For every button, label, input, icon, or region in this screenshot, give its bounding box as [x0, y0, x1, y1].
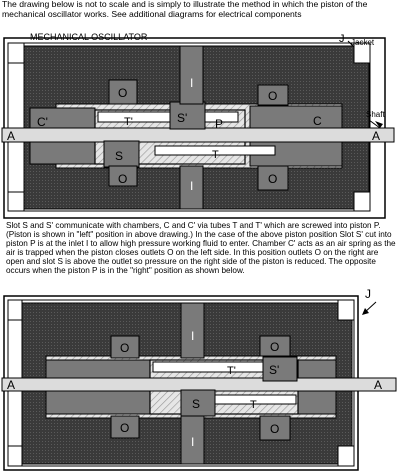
diagram-title: MECHANICAL OSCILLATOR	[30, 32, 148, 42]
inlet-label: I	[191, 329, 195, 343]
shaft	[2, 128, 394, 142]
piston-label: P	[215, 117, 224, 131]
shaft-label: Shaft	[366, 110, 385, 119]
top-oscillator-diagram	[2, 32, 394, 218]
outlet-label: O	[120, 421, 130, 435]
inlet-label: I	[190, 76, 194, 90]
shaft	[2, 378, 396, 391]
slot-s-label: S	[115, 149, 124, 163]
inlet-pipe	[180, 46, 203, 104]
outlet-label: O	[120, 341, 130, 355]
outlet-label: O	[268, 172, 278, 186]
shaft-label-left: A	[7, 378, 16, 392]
chamber-c-prime-label: C'	[37, 115, 48, 129]
outlet-label: O	[270, 340, 280, 354]
tube-t-prime-label: T'	[227, 365, 236, 377]
outlet-label: O	[118, 86, 128, 100]
outlet-label: O	[268, 89, 278, 103]
shaft-label-right: A	[372, 129, 381, 143]
jacket-letter: J	[339, 33, 345, 45]
bottom-oscillator-diagram	[2, 287, 396, 470]
outlet-label: I	[190, 179, 194, 193]
chamber-c-label: C	[313, 114, 322, 128]
jacket-letter: J	[365, 287, 371, 301]
slot-s-prime-label: S'	[177, 111, 188, 125]
tube-t-prime-label: T'	[124, 116, 133, 128]
tube-t-label: T	[212, 149, 219, 161]
shaft-label-right: A	[374, 378, 383, 392]
jacket-label: Jacket	[351, 38, 375, 47]
outlet-label: I	[191, 435, 195, 449]
slot-s-prime-label: S'	[269, 363, 280, 377]
intro-text: The drawing below is not to scale and is simply to illustrate the method in which the piston of the mechanical oscillator works. See additional diagrams for electrical components	[2, 0, 368, 19]
slot-s-prime	[170, 102, 205, 129]
outlet-label: O	[118, 172, 128, 186]
shaft-label-left: A	[7, 129, 16, 143]
slot-s-label: S	[192, 397, 201, 411]
explanation-text: Slot S and S' communicate with chambers, C and C' via tubes T and T' which are screwed into piston P. (Piston is shown in "left" position in above drawing.) In the case of the above piston position Slot S' cut into piston P is at the inlet I to allow high pressure working fluid to enter. Chamber C' acts as an air spring as the air is trapped when the piston closes outlets O on the left side. In this position outlets O on the right are open and slot S is above the outlet so pressure on the right side of the piston is reduced. The opposite occurs when the piston P is in the "right" position as shown below.	[6, 221, 396, 275]
tube-t-label: T	[250, 399, 257, 411]
outlet-label: O	[270, 422, 280, 436]
